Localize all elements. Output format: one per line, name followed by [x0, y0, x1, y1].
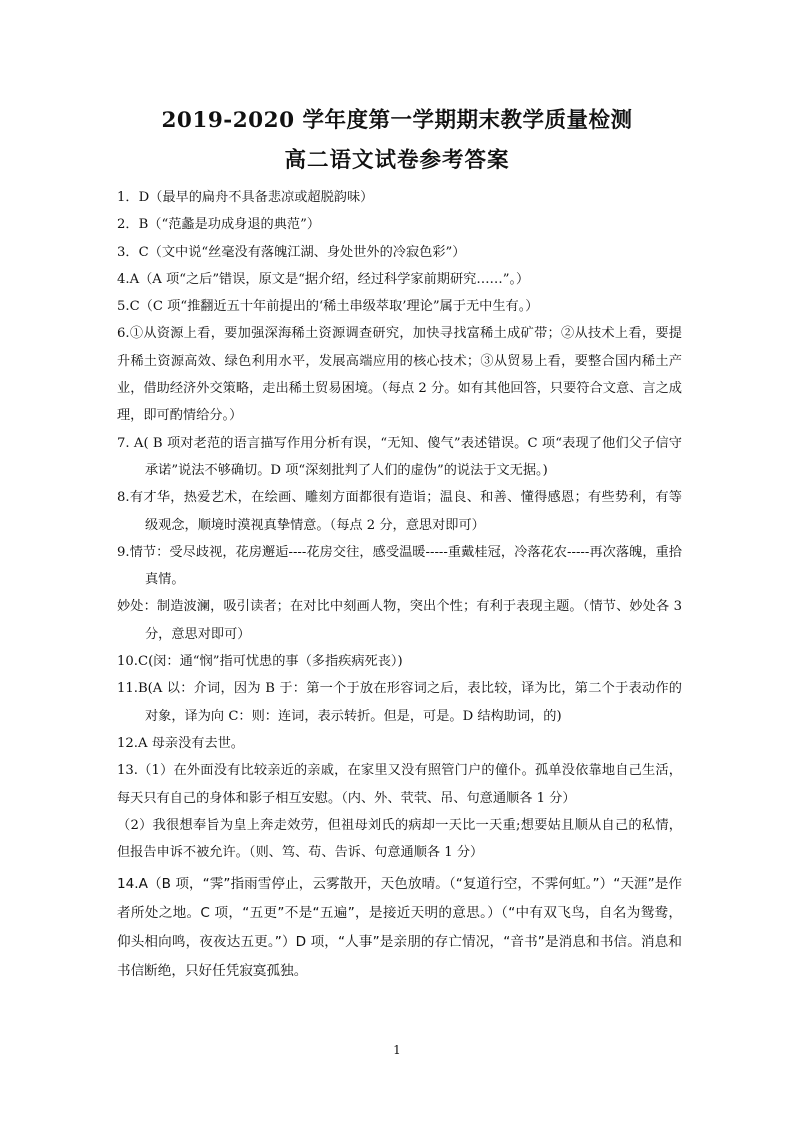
answer-8: 8.有才华，热爱艺术，在绘画、雕刻方面都很有造诣；温良、和善、懂得感恩；有些势利，有等级观念，顺境时漠视真挚情意。（每点 2 分，意思对即可） — [117, 490, 682, 533]
document-subtitle: 高二语文试卷参考答案 — [284, 148, 510, 173]
answer-3: 3．C（文中说“丝毫没有落魄江湖、身处世外的冷寂色彩”） — [117, 244, 466, 260]
answer-5: 5.C（C 项“推翻近五十年前提出的‘稀土串级萃取’理论”属于无中生有。） — [117, 299, 539, 315]
answer-14: 14.A（B 项，“霁”指雨雪停止，云雾散开，天色放晴。（“复道行空，不霁何虹。”）“天涯”是作者所处之地。C 项，“五更”不是“五遍”，是接近天明的意思。）（“中有双飞鸟，自名为鸳鸯，仰头相向鸣，夜夜达五更。”）D 项，“人事”是亲朋的存亡情况，“音书”是消息和书信。消息和书信断绝，只好任凭寂寞孤独。 — [117, 876, 682, 980]
answer-6: 6.①从资源上看，要加强深海稀土资源调查研究，加快寻找富稀土成矿带；②从技术上看，要提升稀土资源高效、绿色利用水平，发展高端应用的核心技术；③从贸易上看，要整合国内稀土产业，借助经济外交策略，走出稀土贸易困境。（每点 2 分。如有其他回答，只要符合文意、言之成理，即可酌情给分。） — [117, 326, 682, 424]
answer-1: 1．D（最早的扁舟不具备悲凉或超脱韵味） — [117, 190, 374, 205]
answer-11: 11.B(A 以：介词，因为 B 于：第一个于放在形容词之后，表比较，译为比，第二个于表动作的对象，译为向 C：则：连词，表示转折。但是，可是。D 结构助词，的) — [117, 681, 682, 724]
answer-12: 12.A 母亲没有去世。 — [117, 735, 244, 751]
answer-13-part1: 13.（1）在外面没有比较亲近的亲戚，在家里又没有照管门户的僮仆。孤单没依靠地自己生活，每天只有自己的身体和影子相互安慰。（内、外、茕茕、吊、句意通顺各 1 分） — [117, 763, 682, 806]
answer-7: 7. A( B 项对老范的语言描写作用分析有误，“无知、傻气”表述错误。C 项“表现了他们父子信守承诺”说法不够确切。D 项“深刻批判了人们的虚伪”的说法于文无据。) — [117, 435, 682, 478]
document-title: 2019-2020 学年度第一学期期末教学质量检测 — [161, 108, 633, 133]
answer-9-merit: 妙处：制造波澜，吸引读者；在对比中刻画人物，突出个性；有利于表现主题。（情节、妙处各 3 分，意思对即可） — [117, 599, 682, 642]
answer-10: 10.C(闵：通“悯”指可忧患的事（多指疾病死丧）) — [117, 654, 403, 670]
answer-4: 4.A（A 项“之后”错误，原文是“据介绍，经过科学家前期研究……”。） — [117, 271, 530, 287]
answer-9-plot: 9.情节：受尽歧视，花房邂逅----花房交往，感受温暖-----重戴桂冠，冷落花农-----再次落魄，重拾真情。 — [117, 544, 682, 588]
answer-list — [117, 184, 682, 986]
answer-2: 2．B（“范蠡是功成身退的典范”） — [117, 217, 321, 233]
page-number: 1 — [393, 1043, 401, 1057]
answer-13-part2: （2）我很想奉旨为皇上奔走效劳，但祖母刘氏的病却一天比一天重;想要姑且顺从自己的私情，但报告申诉不被允许。（则、笃、苟、告诉、句意通顺各 1 分） — [117, 817, 682, 861]
